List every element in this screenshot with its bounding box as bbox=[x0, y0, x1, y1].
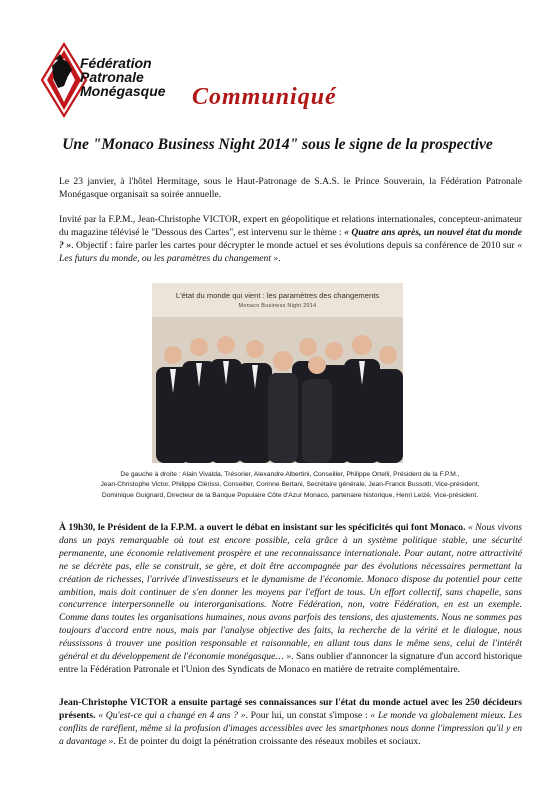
headline: Une "Monaco Business Night 2014" sous le signe de la prospective bbox=[62, 136, 493, 153]
invite-text-a: Invité par la F.P.M., Jean-Christophe VICTOR, expert en géopolitique et relations internationales, concepteur-animateur du magazine télévisé le "Dessous des Cartes", est intervenu sur le thème : bbox=[59, 214, 522, 238]
logo-wordmark bbox=[80, 56, 166, 98]
paragraph-victor bbox=[59, 697, 522, 749]
logo-line-2: Patronale bbox=[80, 69, 144, 85]
victor-text-e: . Et de pointer du doigt la pénétration croissante des réseaux mobiles et sociaux. bbox=[113, 735, 421, 747]
photo-banner-title: L'état du monde qui vient : les paramètres des changements bbox=[175, 291, 380, 300]
invite-conference-title: « Les futurs du monde, ou les paramètres du changement » bbox=[59, 239, 522, 264]
logo-line-3: Monégasque bbox=[80, 83, 166, 99]
paragraph-invite bbox=[59, 214, 522, 266]
caption-line-1: De gauche à droite : Alain Vivalda, Trésorier, Alexandre Albertini, Conseiller, Philippe Ortelli, Président de la F.P.M., bbox=[120, 471, 460, 478]
invite-text-e: . bbox=[278, 252, 281, 264]
invite-text-c: . Objectif : faire parler les cartes pour décrypter le monde actuel et ses évolutions depuis sa conférence de 2010 sur bbox=[71, 239, 518, 251]
victor-question: « Qu'est-ce qui a changé en 4 ans ? » bbox=[98, 709, 246, 721]
photo-banner-subtitle: Monaco Business Night 2014 bbox=[238, 303, 317, 309]
communique-title: Communiqué bbox=[192, 84, 337, 110]
president-lead: À 19h30, le Président de la F.P.M. a ouvert le débat en insistant sur les spécificités qui font Monaco. bbox=[59, 522, 466, 533]
president-quote: « Nous vivons dans un pays remarquable où tout est encore possible, cela grâce à un système politique stable, une sécurité permanente, une économie relativement prospère et une reconnaissance internationale. Pour autant, notre attractivité ne se décrète pas, elle se construit, se gère, et doit être accompagnée par des évolutions nécessaires permettant la création de richesses, l'arrivée d'investisseurs et le dynamisme de l'économie. Monaco dispose du potentiel pour cette ambition, mais doit continuer de s'en donner les moyens par l'effort de tous. Un effort collectif, sans chapelle, sans concurrence interpersonnelle ou interorganisations. Notre Fédération, non, votre Fédération, en est un exemple. Comme dans toutes les organisations humaines, nous avons parfois des tensions, des ajustements. Nous ne sommes pas toujours d'accord entre nous, mais par l'analyse objective des faits, la recherche de la vérité et le dialogue, nous réussissons à trouver une position responsable et raisonnable, en allant tous dans le même sens, celui de l'intérêt général et du développement de l'économie monégasque… » bbox=[59, 522, 522, 663]
paragraph-president bbox=[59, 522, 522, 677]
invite-theme: « Quatre ans après, un nouvel état du monde ? » bbox=[59, 226, 523, 251]
victor-text-c: . Pour lui, un constat s'impose : bbox=[245, 709, 371, 721]
photo-caption bbox=[60, 470, 520, 501]
logo-line-1: Fédération bbox=[80, 55, 152, 71]
paragraph-intro: Le 23 janvier, à l'hôtel Hermitage, sous le Haut-Patronage de S.A.S. le Prince Souverain, la Fédération Patronale Monégasque organisait sa soirée annuelle. bbox=[59, 176, 522, 200]
victor-lead: Jean-Christophe VICTOR a ensuite partagé ses connaissances sur l'état du monde actuel avec les 250 décideurs présents. bbox=[59, 697, 522, 721]
photo-people-illustration bbox=[152, 283, 403, 463]
president-rest: . Sans oublier d'annoncer la signature d'un accord historique entre la Fédération Patronale et l'Union des Syndicats de Monaco en matière de retraite complémentaire. bbox=[59, 651, 523, 675]
group-photo bbox=[152, 283, 403, 463]
caption-line-3: Dominique Guignard, Directeur de la Banque Populaire Côte d'Azur Monaco, partenaire historique, Henri Leizé, Vice-président. bbox=[101, 491, 479, 499]
victor-quote: « Le monde va globalement mieux. Les conflits de raréfient, même si la profusion d'images accessibles avec les smartphones nous donne l'impression qu'il y en a davantage » bbox=[59, 709, 522, 747]
caption-line-2: Jean-Christophe Victor, Philippe Clérissi, Conseiller, Corinne Bertani, Secrétaire générale, Jean-Franck Bussotti, Vice-président, bbox=[100, 481, 480, 489]
